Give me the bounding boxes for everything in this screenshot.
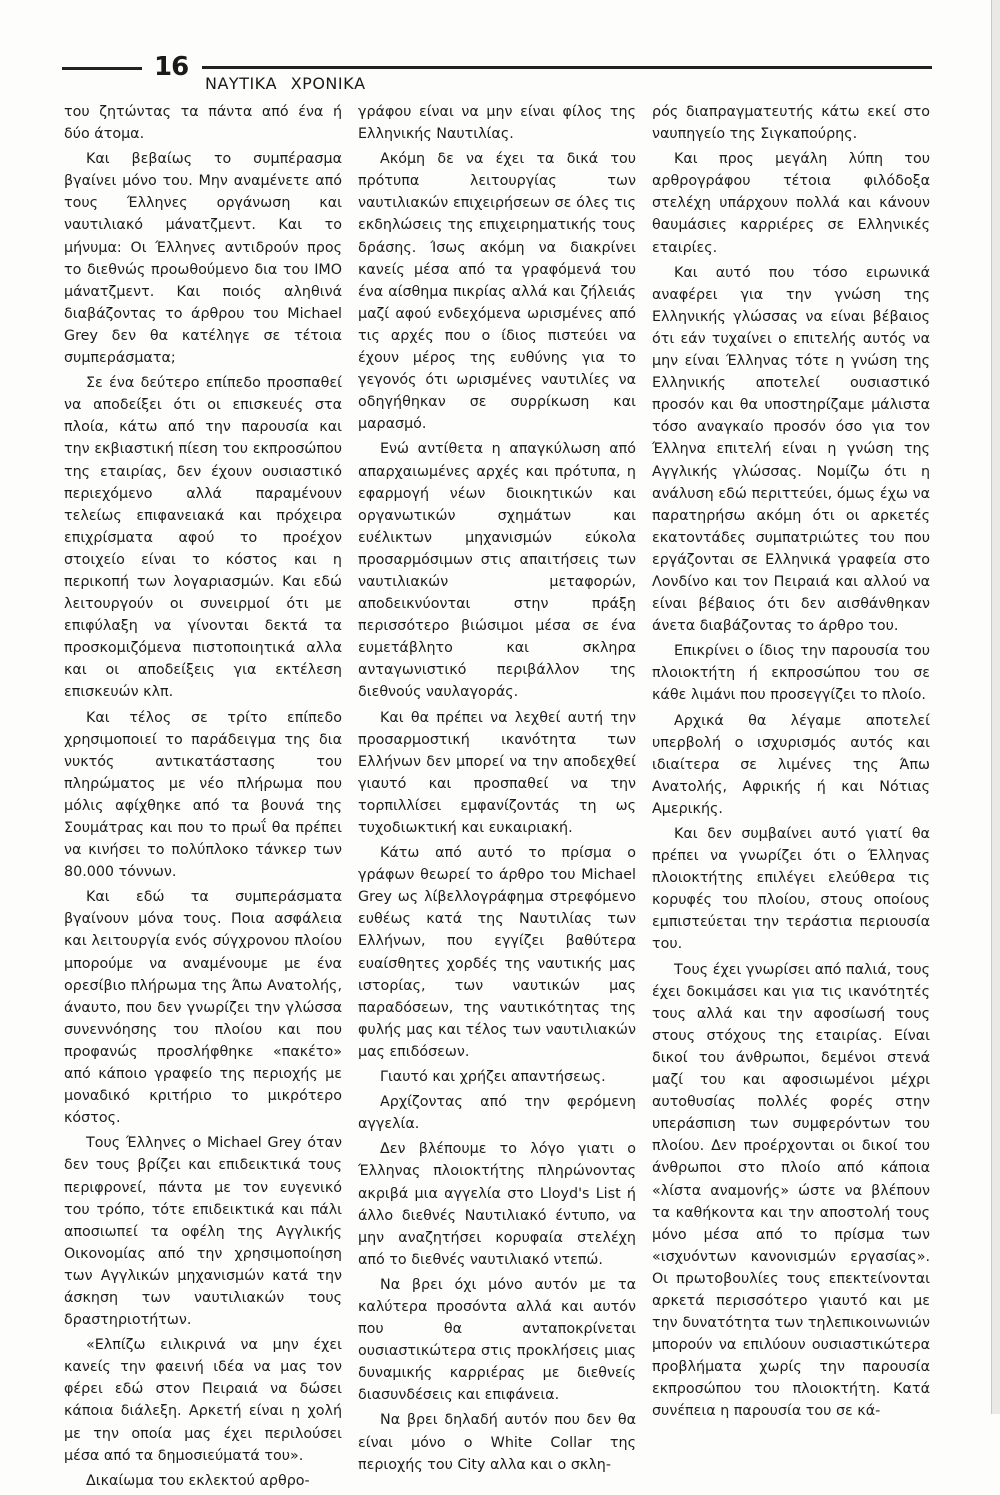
- header-rule-right: [202, 66, 932, 69]
- paragraph: Δεν βλέπουμε το λόγο γιατι ο Έλληνας πλοιοκτήτης πληρώνοντας ακριβά μια αγγελία στο Lloyd's List ή άλλο διεθνές Ναυτιλιακό έντυπο, να μην αναζητήσει κορυφαία στελέχη από το διεθνές ναυτιλιακό ντεπώ.: [358, 1141, 636, 1268]
- paragraph: Και τέλος σε τρίτο επίπεδο χρησιμοποιεί το παράδειγμα της δια νυκτός αντικατάστασης του πληρώματος με νέο πλήρωμα που μόλις αφίχθηκε από τα βουνά της Σουμάτρας και που το πρωΐ θα πρέπει να κινήσει το πολύπλοκο τάνκερ των 80.000 τόννων.: [64, 709, 342, 881]
- paragraph: Επικρίνει ο ίδιος την παρουσία του πλοιοκτήτη ή εκπροσώπου του σε κάθε λιμάνι που προσεγγίζει το πλοίο.: [652, 643, 930, 704]
- article-column-2: [358, 101, 636, 1479]
- paragraph: Γιαυτό και χρήζει απαντήσεως.: [380, 1069, 606, 1086]
- paragraph: Κάτω από αυτό το πρίσμα ο γράφων θεωρεί το άρθρο του Michael Grey ως λίβελλογράφημα στρεφόμενο ευθέως κατά της Ναυτιλίας των Ελλήνων, που εγγίζει βαθύτερα ευαίσθητες χορδές της ναυτικής μας ιστορίας, των ναυτικών μας παραδόσεων, της ναυτικότητας της φυλής μας και τέλος των ναυτιλιακών μας επιδόσεων.: [358, 845, 636, 1060]
- paragraph: γράφου είναι να μην είναι φίλος της Ελληνικής Ναυτιλίας.: [358, 104, 636, 143]
- publication-title: ΝΑΥΤΙΚΑ ΧΡΟΝΙΚΑ: [205, 74, 366, 93]
- paragraph: Και αυτό που τόσο ειρωνικά αναφέρει για την γνώση της Ελληνικής γλώσσας να είναι βέβαιος ότι εάν τυχαίνει ο επιτελής αυτός να μην είναι Έλληνας τότε η γνώση της Ελληνικής αποτελεί ουσιαστικό προσόν και θα υποστηρίζαμε μάλιστα τόσο αναγκαίο προσόν όσο για τον Έλληνα επιτελή είναι η γνώση της Αγγλικής γλώσσας. Νομίζω ότι η ανάλυση εδώ περιττεύει, όμως έχω να παρατηρήσω ακόμη ότι οι αρκετές εκατοντάδες συμπατριώτες του που εργάζονται σε Ελληνικά γραφεία στο Λονδίνο και τον Πειραιά και αλλού να είναι βέβαιος ότι δεν αισθάνθηκαν άνετα διαβάζοντας το άρθρο του.: [652, 264, 930, 635]
- paragraph: Και εδώ τα συμπεράσματα βγαίνουν μόνα τους. Ποια ασφάλεια και λειτουργία ενός σύγχρονου πλοίου μπορούμε να αναμένουμε με ένα ορεσίβιο πλήρωμα της Άπω Ανατολής, άναυτο, που δεν γνωρίζει την γλώσσα συνεννόησης του πλοίου και που προφανώς προσλήφθηκε «πακέτο» από κάποιο γραφείο της περιοχής με μοναδικό κριτήριο το μικρότερο κόστος.: [64, 889, 342, 1127]
- paragraph: Και θα πρέπει να λεχθεί αυτή την προσαρμοστική ικανότητα των Ελλήνων δεν μπορεί να την αποδεχθεί γιαυτό και προσπαθεί να την τορπιλλίσει εμφανίζοντάς τη ως τυχοδιωκτική και ευκαιριακή.: [358, 709, 636, 836]
- paragraph: Αρχίζοντας από την φερόμενη αγγελία.: [358, 1094, 636, 1133]
- paragraph: Να βρει όχι μόνο αυτόν με τα καλύτερα προσόντα αλλά και αυτόν που θα ανταποκρίνεται ουσιαστικώτερα στις προκλήσεις μιας δυναμικής καρριέρας με διεθνείς διασυνδέσεις και επιφάνεια.: [358, 1276, 636, 1404]
- paragraph: Δικαίωμα του εκλεκτού αρθρο-: [86, 1472, 310, 1489]
- page-edge: [991, 0, 1000, 1414]
- paragraph: Και βεβαίως το συμπέρασμα βγαίνει μόνο του. Μην αναμένετε από τους Έλληνες οργάνωση και ναυτιλιακό μάνατζμεντ. Και το μήνυμα: Οι Έλληνες αντιδρούν προς το διεθνώς προωθούμενο δια του ΙΜΟ μάνατζμεντ. Και ποιός αληθινά διαβάζοντας το άρθρου του Michael Grey δεν θα κατέληγε σε τέτοια συμπεράσματα;: [64, 151, 342, 367]
- paragraph: Να βρει δηλαδή αυτόν που δεν θα είναι μόνο ο White Collar της περιοχής του City αλλα και ο σκλη-: [358, 1412, 636, 1473]
- page-number: 16: [154, 52, 189, 82]
- paragraph: Ακόμη δε να έχει τα δικά του πρότυπα λειτουργίας των ναυτιλιακών επιχειρήσεων σε όλες τις εκδηλώσεις της επιχειρηματικής τους δράσης. Ίσως ακόμη να διακρίνει κανείς μέσα από τα γραφόμενά του ένα αίσθημα πικρίας αλλά και ζήλειάς μαζί αφού ενδεχόμενα ωρισμένες από τις αρχές που ο ίδιος πιστεύει να έχουν μέρος της ευθύνης για το γεγονός ότι ωρισμένες ναυτιλίες να οδηγήθηκαν σε συρρίκωση και μαρασμό.: [358, 151, 636, 433]
- paragraph: Ενώ αντίθετα η απαγκύλωση από απαρχαιωμένες αρχές και πρότυπα, η εφαρμογή νέων διοικητικών και οργανωτικών σχημάτων και ευέλικτων μηχανισμών εύκολα προσαρμόσιμων στις απαιτήσεις των ναυτιλιακών μεταφορών, αποδεικνύονται στην πράξη περισσότερο βιώσιμοι μέσα σε ένα ευμετάβλητο και σκληρα ανταγωνιστικό περιβάλλον της διεθνούς ναυλαγοράς.: [358, 441, 636, 701]
- header-rule-left: [62, 67, 142, 70]
- paragraph: Και δεν συμβαίνει αυτό γιατί θα πρέπει να γνωρίζει ότι ο Έλληνας πλοιοκτήτης επιλέγει ελεύθερα τις κορυφές του πλοίου, στους οποίους εμπιστεύεται την τεράστια περιουσία του.: [652, 826, 930, 953]
- paragraph: Τους Έλληνες ο Michael Grey όταν δεν τους βρίζει και επιδεικτικά τους περιφρονεί, πάντα με τον ευγενικό του τρόπο, τότε επιδεικτικά και πάλι αποσιωπεί τα οφέλη της Αγγλικής Οικονομίας από την χρησιμοποίηση των Αγγλικών μηχανισμών κατά την άσκηση των ναυτιλιακών τους δραστηριοτήτων.: [64, 1135, 342, 1329]
- paragraph: Σε ένα δεύτερο επίπεδο προσπαθεί να αποδείξει ότι οι επισκευές στα πλοία, κάτω από την παρουσία και την εκβιαστική πίεση του εκπροσώπου της εταιρίας, δεν έχουν ουσιαστικό περιεχόμενο αλλά παραμένουν τελείως επιφανειακά και πρόχειρα επιχρίσματα αφού το προέχον στοιχείο είναι το κόστος και η περικοπή των λογαριασμών. Και εδώ λειτουργούν οι συνειρμοί ότι με επιφύλαξη να γίνονται δεκτά τα προσκομιζόμενα πιστοποιητικά αλλα και οι αποδείξεις για εκτέλεση επισκευών κλπ.: [64, 375, 342, 701]
- paragraph: ρός διαπραγματευτής κάτω εκεί στο ναυπηγείο της Σιγκαπούρης.: [652, 104, 930, 143]
- article-column-3: [652, 101, 930, 1426]
- paragraph: «Ελπίζω ειλικρινά να μην έχει κανείς την φαεινή ιδέα να μας τον φέρει εδώ στον Πειραιά να δώσει κάποια διάλεξη. Αρκετή είναι η χολή με την οποία μας έχει περιλούσει μέσα από τα δημοσιεύματά του».: [64, 1337, 342, 1464]
- paragraph: Και προς μεγάλη λύπη του αρθρογράφου τέτοια φιλόδοξα στελέχη υπάρχουν πολλά και κάνουν θαυμάσιες καρριέρες σε Ελληνικές εταιρίες.: [652, 151, 930, 256]
- paragraph: του ζητώντας τα πάντα από ένα ή δύο άτομα.: [64, 104, 342, 143]
- article-column-1: [64, 101, 342, 1495]
- paragraph: Τους έχει γνωρίσει από παλιά, τους έχει δοκιμάσει και για τις ικανότητές τους αλλά και την αφοσίωσή τους στους στόχους της εταιρίας. Είναι δικοί του άνθρωποι, δεμένοι στενά μαζί του και αφοσιωμένοι μέχρι αυτοθυσίας πολλές φορές στην υπεράσπιση των συμφερόντων του πλοίου. Δεν προέρχονται οι δικοί του άνθρωποι στο πλοίο από κάποια «λίστα αναμονής» ώστε να βλέπουν τα καθήκοντα και την αποστολή τους μόνο μέσα από το πρίσμα των «ισχυόντων κανονισμών εργασίας». Οι πρωτοβουλίες τους επεκτείνονται αρκετά περισσότερο γιαυτό και με την δυνατότητα των τηλεπικοινωνιών μπορούν να επιλύουν ουσιαστικώτερα προβλήματα χωρίς την παρουσία εκπροσώπου του πλοιοκτήτη. Κατά συνέπεια η παρουσία του σε κά-: [652, 961, 930, 1420]
- paragraph: Αρχικά θα λέγαμε αποτελεί υπερβολή ο ισχυρισμός αυτός και ιδιαίτερα σε λιμένες της Άπω Ανατολής, Αφρικής ή και Νότιας Αμερικής.: [652, 712, 930, 817]
